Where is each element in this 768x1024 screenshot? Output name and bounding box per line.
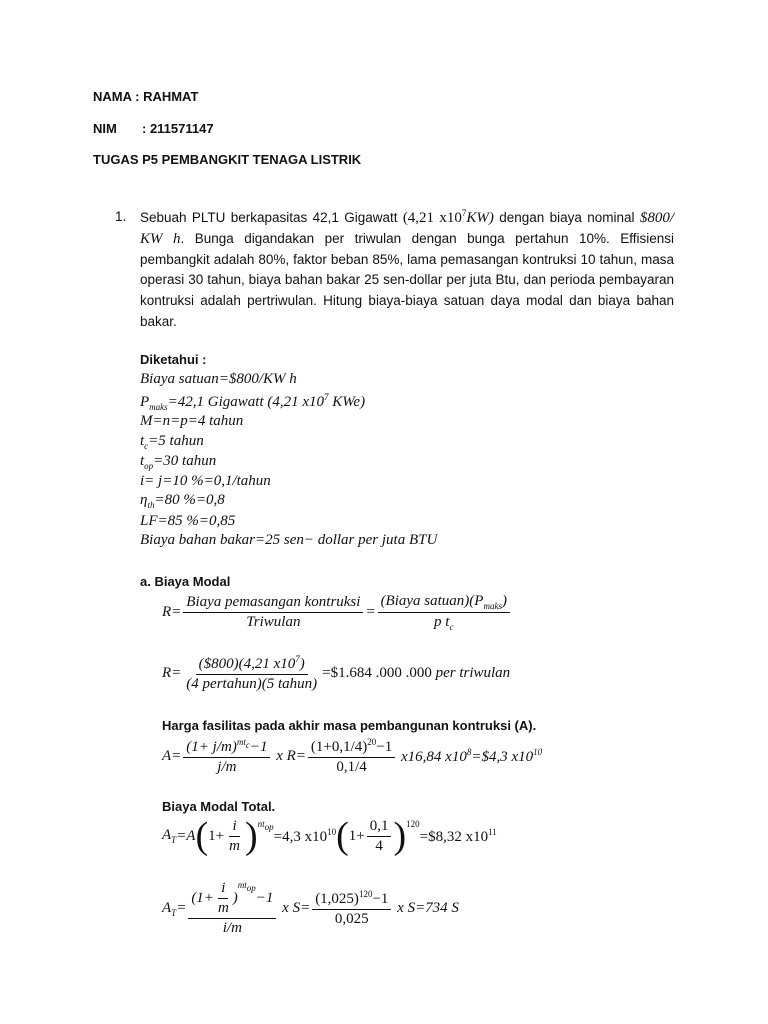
given-efficiency: $\eta_{th}=80$ %=0,8 bbox=[140, 492, 225, 510]
given-load-factor: LF=85 %=0,85 bbox=[140, 513, 236, 529]
harga-fasilitas-label: Harga fasilitas pada akhir masa pembangunan kontruksi (A). bbox=[162, 718, 537, 733]
given-unit-cost: Biaya satuan=$800/KW h bbox=[140, 371, 297, 387]
question-text-3: . Bunga digandakan per triwulan dengan bunga pertahun 10%. Effisiensi pembangkit adalah 80%, faktor beban 85%, lama pemasangan kontruksi 10 tahun, masa operasi 30 tahun, biaya bahan bakar 25 sen-dollar per juta Btu, dan perioda pembayaran kontruksi adalah pertriwulan. Hitung biaya-biaya satuan daya modal dan biaya bahan bakar. bbox=[140, 230, 674, 329]
given-interest: i= j=10 %=0,1/tahun bbox=[140, 473, 271, 489]
equation-at-total: $A_T$ =A ( 1+ $\frac{i}{m}$ ) $^{nt_{op}}$ =4,3 $x10^{10}$ ( 1+ $\frac{0,1}{4}$ ) $^{120}$ =$8,32 $x10^{11}$ bbox=[162, 815, 497, 857]
question-text-2: dengan biaya nominal bbox=[493, 210, 640, 225]
part-a-label: a. Biaya Modal bbox=[140, 574, 231, 589]
student-name: NAMA : RAHMAT bbox=[93, 89, 199, 104]
student-nim-value: : 211571147 bbox=[142, 121, 214, 136]
question-capacity-math: (4,21 $x10^7KW$) bbox=[402, 208, 494, 226]
diketahui-label: Diketahui : bbox=[140, 352, 207, 367]
given-top: $t_{op}=30$ tahun bbox=[140, 453, 217, 471]
question-text-1: Sebuah PLTU berkapasitas 42,1 Gigawatt bbox=[140, 210, 403, 225]
equation-r-value: R= $\frac{(\$800)(4,21 x10^7)}{\text{(4 pertahun)(5 tahun)}}$ =$1.684 .000 .000 per triwulan bbox=[162, 654, 511, 692]
given-period: M=n=p=4 tahun bbox=[140, 413, 244, 429]
question-number: 1. bbox=[115, 209, 127, 224]
student-nim-label: NIM bbox=[93, 121, 117, 136]
equation-a-value: A= $\frac{(1+ j/m)^{mt_c}-1}{j/m}$ x R= $\frac{(1+0,1/4)^{20}-1}{0,1/4}$ x16,84 $x10^8=\$4,3$ $x10^{10}$ bbox=[162, 737, 543, 775]
assignment-title: TUGAS P5 PEMBANGKIT TENAGA LISTRIK bbox=[93, 152, 362, 167]
question-text bbox=[140, 203, 674, 333]
biaya-modal-total-label: Biaya Modal Total. bbox=[162, 799, 276, 814]
equation-at-series: $A_T$ = (1+ $\frac{i}{m}$ ) $^{mt_{op}}$ −1 i/m x S= $\frac{(1,025)^{120}-1}{0,025}$ x S=734 S bbox=[162, 880, 459, 936]
given-fuel-cost: Biaya bahan bakar=25 sen− dollar per juta BTU bbox=[140, 532, 438, 548]
question-cost-math: $800/ KW h bbox=[140, 210, 674, 247]
given-pmaks: $P_{maks}=42,1$ Gigawatt (4,21 $x10^7$ KWe) bbox=[140, 392, 366, 412]
given-tc: $t_c=5$ tahun bbox=[140, 433, 204, 451]
equation-r-definition: R= $\frac{\text{Biaya pemasangan kontruksi}}{\text{Triwulan}}$ = $\frac{(Biaya satuan)(P_{maks})}{p t_c}$ bbox=[162, 593, 512, 632]
